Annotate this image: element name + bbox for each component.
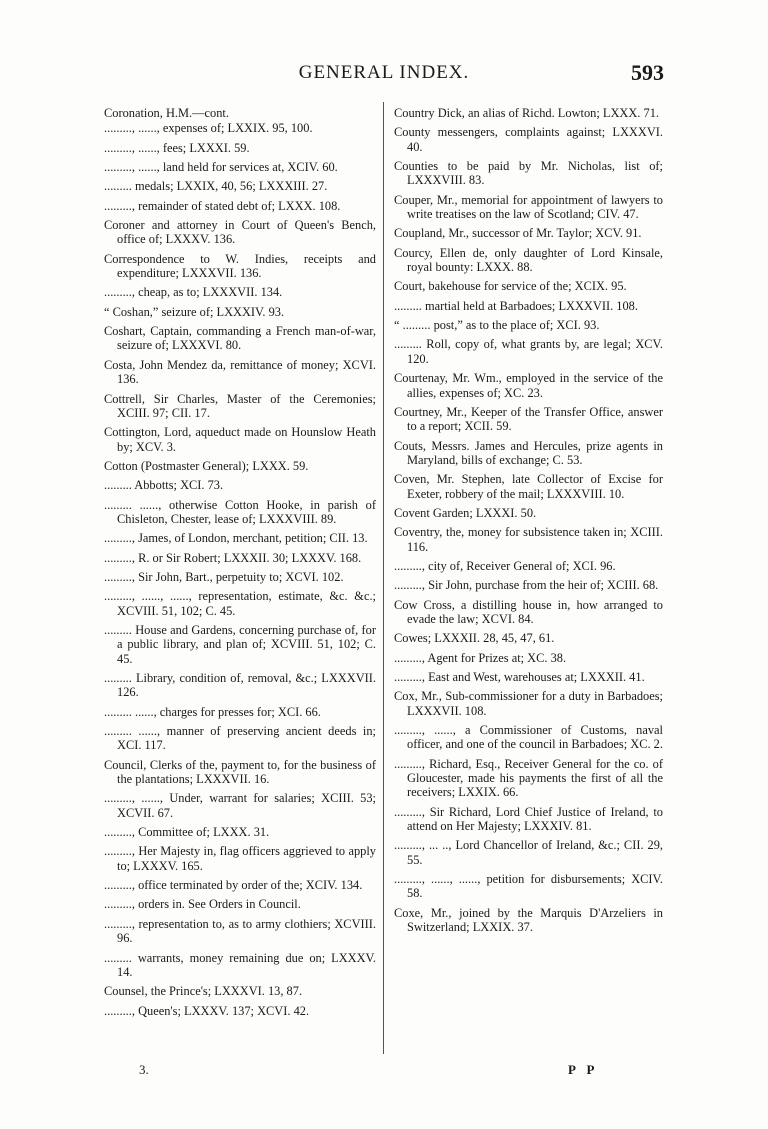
index-entry: ........., city of, Receiver General of; XCI. 96. xyxy=(394,558,616,573)
index-entry: ......... medals; LXXIX, 40, 56; LXXXIII. 27. xyxy=(104,179,328,194)
index-entry: ........., Sir John, Bart., perpetuity to; XCVI. 102. xyxy=(104,569,344,584)
running-title: GENERAL INDEX. xyxy=(298,62,470,83)
index-column-left xyxy=(104,106,376,1023)
index-entry: ......... ......, manner of preserving ancient deeds in; XCI. 117. xyxy=(104,724,376,753)
index-entry: Coronation, H.M.—cont. xyxy=(104,106,229,120)
index-entry: Coroner and attorney in Court of Queen's Bench, office of; LXXXV. 136. xyxy=(104,218,376,247)
index-entry: ........., East and West, warehouses at; LXXXII. 41. xyxy=(394,670,645,684)
index-entry: ........., Queen's; LXXXV. 137; XCVI. 42. xyxy=(104,1003,310,1018)
index-entry: Coventry, the, money for subsistence taken in; XCIII. 116. xyxy=(394,525,663,554)
index-entry: Costa, John Mendez da, remittance of money; XCVI. 136. xyxy=(104,357,376,387)
index-entry: Cottrell, Sir Charles, Master of the Ceremonies; XCIII. 97; CII. 17. xyxy=(104,391,376,420)
index-entry: ........., ......, land held for services at, XCIV. 60. xyxy=(104,160,338,175)
index-entry: ......... warrants, money remaining due on; LXXXV. 14. xyxy=(104,950,376,979)
index-entry: ........., ... .., Lord Chancellor of Ireland, &c.; CII. 29, 55. xyxy=(394,838,663,867)
index-entry: Coshart, Captain, commanding a French man-of-war, seizure of; LXXXVI. 80. xyxy=(104,324,376,353)
page-number: 593 xyxy=(631,60,664,85)
index-entry: Covent Garden; LXXXI. 50. xyxy=(394,505,537,520)
index-entry: Coupland, Mr., successor of Mr. Taylor; XCV. 91. xyxy=(394,226,642,241)
index-entry: “ Coshan,” seizure of; LXXXIV. 93. xyxy=(104,304,285,319)
index-entry: ......... Abbotts; XCI. 73. xyxy=(104,478,224,493)
index-entry: ........., cheap, as to; LXXXVII. 134. xyxy=(104,285,283,300)
index-entry: County messengers, complaints against; LXXXVI. 40. xyxy=(394,125,663,154)
index-entry: ........., ......, ......, petition for disbursements; XCIV. 58. xyxy=(394,872,663,901)
column-divider xyxy=(383,102,384,1054)
index-entry: ........., Committee of; LXXX. 31. xyxy=(104,825,270,840)
index-entry: Counsel, the Prince's; LXXXVI. 13, 87. xyxy=(104,984,303,999)
index-entry: Cottington, Lord, aqueduct made on Hounslow Heath by; XCV. 3. xyxy=(104,425,376,454)
index-entry: ........., orders in. See Orders in Council. xyxy=(104,897,301,912)
sheet-mark: P P xyxy=(568,1062,599,1077)
index-entry: ........., ......, Under, warrant for salaries; XCIII. 53; XCVII. 67. xyxy=(104,791,376,820)
index-entry: ........., Agent for Prizes at; XC. 38. xyxy=(394,650,567,665)
index-entry: ........., Sir John, purchase from the heir of; XCIII. 68. xyxy=(394,578,659,593)
index-entry: Council, Clerks of the, payment to, for the business of the plantations; LXXXVII. 16. xyxy=(104,757,376,787)
index-entry: ........., R. or Sir Robert; LXXXII. 30; LXXXV. 168. xyxy=(104,550,362,565)
signature-mark: 3. xyxy=(139,1062,149,1077)
index-entry: Cow Cross, a distilling house in, how arranged to evade the law; XCVI. 84. xyxy=(394,597,663,626)
index-entry: ......... Library, condition of, removal, &c.; LXXXVII. 126. xyxy=(104,671,376,700)
index-entry: ......... ......, charges for presses for; XCI. 66. xyxy=(104,704,321,719)
index-entry: ........., Her Majesty in, flag officers aggrieved to apply to; LXXXV. 165. xyxy=(104,844,376,873)
index-entry: Country Dick, an alias of Richd. Lowton; LXXX. 71. xyxy=(394,106,659,120)
index-entry: Courcy, Ellen de, only daughter of Lord Kinsale, royal bounty: LXXX. 88. xyxy=(394,245,663,275)
index-entry: Couts, Messrs. James and Hercules, prize agents in Maryland, bills of exchange; C. 53. xyxy=(394,438,663,467)
index-entry: ........., Sir Richard, Lord Chief Justice of Ireland, to attend on Her Majesty; LXXXIV. 81. xyxy=(394,804,663,834)
index-entry: ......... House and Gardens, concerning purchase of, for a public library, and plan of; XCVIII. 51, 102; C. 45. xyxy=(104,622,376,666)
index-entry: ........., ......, fees; LXXXI. 59. xyxy=(104,140,250,155)
index-entry: Coven, Mr. Stephen, late Collector of Excise for Exeter, robbery of the mail; LXXXVIII. 10. xyxy=(394,472,663,501)
index-entry: ........., remainder of stated debt of; LXXX. 108. xyxy=(104,198,341,213)
index-entry: ........., ......, ......, representation, estimate, &c. &c.; XCVIII. 51, 102; C. 45. xyxy=(104,589,376,618)
index-entry: ........., office terminated by order of the; XCIV. 134. xyxy=(104,878,363,893)
index-entry: ........., ......, a Commissioner of Customs, naval officer, and one of the council in Barbadoes; XC. 2. xyxy=(394,723,663,752)
index-entry: Courtney, Mr., Keeper of the Transfer Office, answer to a report; XCII. 59. xyxy=(394,404,663,434)
index-entry: ........., Richard, Esq., Receiver General for the co. of Gloucester, made his payments the first of all the receivers; LXXIX. 66. xyxy=(394,756,663,800)
index-entry: “ ......... post,” as to the place of; XCI. 93. xyxy=(394,318,600,333)
index-entry: Cox, Mr., Sub-commissioner for a duty in Barbadoes; LXXXVII. 108. xyxy=(394,689,663,718)
index-entry: Court, bakehouse for service of the; XCIX. 95. xyxy=(394,279,627,294)
index-entry: Coxe, Mr., joined by the Marquis D'Arzeliers in Switzerland; LXXIX. 37. xyxy=(394,905,663,935)
index-column-right xyxy=(394,106,663,940)
index-entry: Counties to be paid by Mr. Nicholas, list of; LXXXVIII. 83. xyxy=(394,159,663,188)
page-header xyxy=(0,58,768,88)
index-entry: ......... ......, otherwise Cotton Hooke, in parish of Chisleton, Chester, lease of; LXXXVIII. 89. xyxy=(104,497,376,526)
index-entry: ......... Roll, copy of, what grants by, are legal; XCV. 120. xyxy=(394,337,663,366)
index-entry: Cowes; LXXXII. 28, 45, 47, 61. xyxy=(394,631,555,646)
index-entry: ........., ......, expenses of; LXXIX. 95, 100. xyxy=(104,121,313,136)
index-entry: ......... martial held at Barbadoes; LXXXVII. 108. xyxy=(394,298,638,313)
index-entry: Correspondence to W. Indies, receipts and expenditure; LXXXVII. 136. xyxy=(104,251,376,281)
index-entry: Cotton (Postmaster General); LXXX. 59. xyxy=(104,458,309,473)
index-entry: Couper, Mr., memorial for appointment of lawyers to write treatises on the law of Scotland; CIV. 47. xyxy=(394,192,663,222)
index-entry: ........., representation to, as to army clothiers; XCVIII. 96. xyxy=(104,916,376,946)
index-entry: ........., James, of London, merchant, petition; CII. 13. xyxy=(104,531,368,546)
index-entry: Courtenay, Mr. Wm., employed in the service of the allies, expenses of; XC. 23. xyxy=(394,371,663,400)
